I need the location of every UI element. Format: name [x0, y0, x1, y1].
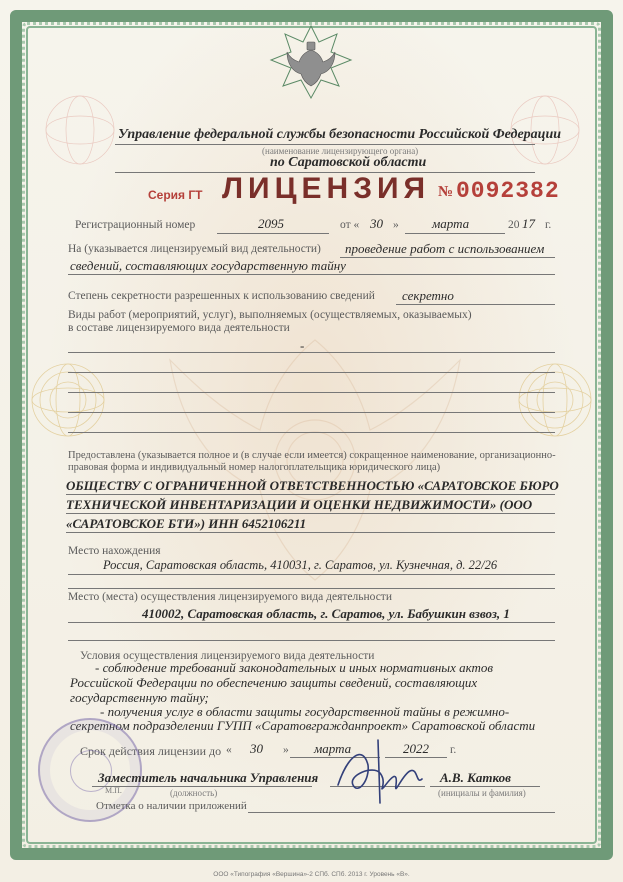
license-title: ЛИЦЕНЗИЯ: [222, 172, 431, 205]
conditions-line1: - соблюдение требований законодательных и иных нормативных актов: [95, 660, 494, 675]
position-note: (должность): [170, 788, 218, 798]
secrecy-label: Степень секретности разрешенных к использованию сведений: [68, 290, 375, 302]
grantee-org-line2: ТЕХНИЧЕСКОЙ ИНВЕНТАРИЗАЦИИ И ОЦЕНКИ НЕДВИЖИМОСТИ» (ООО: [66, 497, 533, 512]
works-underline-2: [68, 372, 555, 373]
signer-name: А.В. Катков: [440, 770, 511, 785]
activity-value-line1: проведение работ с использованием: [345, 241, 545, 256]
registration-underline: [217, 233, 329, 234]
printer-footer: ООО «Типография «Вершина»-2 СПб. СПб. 2013 г. Уровень «В».: [213, 871, 410, 878]
grantee-label-line1: Предоставлена (указывается полное и (в случае если имеется) сокращенное наименование, организационно-: [68, 450, 556, 461]
validity-year: 2022: [403, 741, 429, 756]
conditions-line5: секретном подразделении ГУПП «Саратовгражданпроект» Саратовской области: [70, 718, 536, 733]
authority-region: по Саратовской области: [270, 155, 427, 170]
handwritten-signature-icon: [318, 735, 438, 805]
activity-underline-2: [68, 274, 555, 275]
works-label-line1: Виды работ (мероприятий, услуг), выполняемых (осуществляемых, оказываемых): [68, 309, 472, 321]
authority-name: Управление федеральной службы безопасности Российской Федерации: [118, 127, 562, 142]
registration-year-suffix: 17: [522, 216, 535, 231]
stamp-mark: М.П.: [105, 786, 122, 795]
location-underline-1: [68, 574, 555, 575]
works-underline-5: [68, 432, 555, 433]
activity-value-line2: сведений, составляющих государственную тайну: [70, 258, 346, 273]
conditions-line4: - получения услуг в области защиты государственной тайны в режимно-: [100, 704, 510, 719]
secrecy-underline: [396, 304, 555, 305]
conditions-label: Условия осуществления лицензируемого вида деятельности: [80, 650, 375, 662]
activity-place-label: Место (места) осуществления лицензируемого вида деятельности: [68, 591, 392, 603]
registration-year-prefix: 20: [508, 219, 520, 231]
coat-of-arms-icon: [265, 22, 357, 114]
location-value: Россия, Саратовская область, 410031, г. Саратов, ул. Кузнечная, д. 22/26: [103, 558, 498, 572]
registration-from: от «: [340, 219, 360, 231]
validity-month: марта: [314, 741, 352, 756]
name-underline: [430, 786, 540, 787]
grantee-underline-3: [66, 532, 555, 533]
activity-label: На (указывается лицензируемый вид деятельности): [68, 243, 321, 255]
conditions-line3: государственную тайну;: [70, 690, 209, 705]
number-sign: №: [438, 184, 454, 200]
signer-position: Заместитель начальника Управления: [98, 770, 319, 785]
grantee-org-line1: ОБЩЕСТВУ С ОГРАНИЧЕННОЙ ОТВЕТСТВЕННОСТЬЮ «САРАТОВСКОЕ БЮРО: [66, 478, 559, 493]
authority-underline: [115, 144, 535, 145]
works-underline-4: [68, 412, 555, 413]
works-value: -: [300, 338, 305, 353]
name-note: (инициалы и фамилия): [438, 788, 526, 798]
position-underline: [92, 786, 312, 787]
grantee-underline-2: [66, 513, 555, 514]
grantee-underline-1: [66, 494, 555, 495]
rosette-top-left-icon: [40, 90, 120, 170]
series-label: Серия ГТ: [148, 188, 203, 202]
validity-label: Срок действия лицензии до: [80, 744, 222, 758]
registration-label: Регистрационный номер: [75, 219, 196, 231]
validity-year-label: г.: [450, 744, 457, 756]
registration-quote-close: »: [393, 219, 399, 231]
registration-number: 2095: [258, 216, 284, 231]
attachments-label: Отметка о наличии приложений: [96, 800, 247, 812]
registration-month: марта: [432, 216, 470, 231]
secrecy-value: секретно: [402, 288, 454, 303]
conditions-line2: Российской Федерации по обеспечению защиты сведений, составляющих: [70, 675, 478, 690]
activity-underline-1: [340, 257, 555, 258]
works-underline-3: [68, 392, 555, 393]
validity-quote-close: »: [283, 744, 289, 756]
grantee-label-line2: правовая форма и индивидуальный номер налогоплательщика юридического лица): [68, 462, 441, 473]
registration-day: 30: [370, 216, 383, 231]
validity-quote-open: «: [226, 744, 232, 756]
validity-day: 30: [250, 741, 263, 756]
grantee-org-line3: «САРАТОВСКОЕ БТИ») ИНН 6452106211: [66, 516, 307, 531]
attachments-underline: [248, 812, 555, 813]
activity-place-value: 410002, Саратовская область, г. Саратов, ул. Бабушкин взвоз, 1: [142, 606, 510, 621]
works-underline-1: [68, 352, 555, 353]
activity-place-underline-2: [68, 640, 555, 641]
location-label: Место нахождения: [68, 545, 161, 557]
works-label-line2: в составе лицензируемого вида деятельности: [68, 322, 290, 334]
registration-year-label: г.: [545, 219, 552, 231]
activity-place-underline-1: [68, 622, 555, 623]
month-underline: [405, 233, 505, 234]
license-number: 0092382: [456, 178, 560, 204]
authority-note: (наименование лицензирующего органа): [262, 146, 419, 156]
location-underline-2: [68, 588, 555, 589]
